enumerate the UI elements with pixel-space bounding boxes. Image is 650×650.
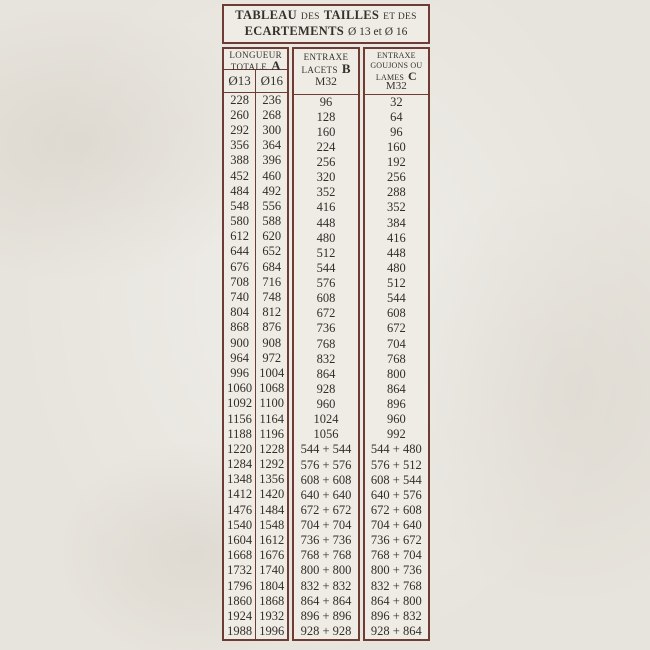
- table-cell: 1612: [259, 533, 285, 548]
- title-line-2: [224, 24, 428, 39]
- table-cell: 928 + 864: [370, 623, 422, 638]
- table-cell: 1540: [227, 517, 253, 532]
- column-b-size: M32: [315, 76, 337, 88]
- table-cell: 1484: [259, 502, 285, 517]
- table-cell: 448: [386, 245, 406, 260]
- table-cell: 576: [316, 276, 336, 291]
- table-cell: 32: [390, 94, 403, 109]
- table-cell: 352: [316, 185, 336, 200]
- table-cell: 96: [319, 94, 333, 109]
- table-cell: 1412: [227, 487, 253, 502]
- table-cell: 868: [230, 320, 249, 335]
- table-cell: 160: [316, 124, 336, 139]
- title-word-tailles: TAILLES: [323, 8, 380, 22]
- table-cell: 1860: [227, 593, 253, 608]
- table-cell: 556: [262, 198, 282, 213]
- table-cell: 800 + 736: [370, 563, 422, 578]
- table-cell: 1292: [259, 457, 285, 472]
- title-word-des: DES: [300, 12, 320, 22]
- table-cell: 452: [230, 168, 249, 183]
- table-cell: 1284: [227, 457, 253, 472]
- table-cell: 812: [262, 305, 282, 320]
- table-cell: 448: [316, 215, 336, 230]
- title-word-et-des: ET DES: [383, 12, 417, 22]
- subcolumn-d16-header: Ø16: [255, 70, 287, 92]
- table-cell: 588: [262, 214, 282, 229]
- table-cell: 260: [230, 107, 249, 122]
- table-cell: 512: [316, 245, 336, 260]
- table-cell: 1668: [227, 548, 253, 563]
- table-cell: 384: [386, 215, 406, 230]
- column-a-label-line2: TOTALE: [230, 61, 268, 72]
- table-cell: 996: [230, 365, 249, 380]
- table-cell: 1732: [227, 563, 253, 578]
- subcolumn-d13-cells: [224, 93, 255, 640]
- column-a-data: [224, 93, 287, 640]
- table-cell: 672: [386, 321, 406, 336]
- table-cell: 928: [316, 381, 336, 396]
- table-cell: 896 + 832: [370, 608, 422, 623]
- table-cell: 1548: [259, 517, 285, 532]
- table-cell: 672 + 672: [300, 502, 352, 517]
- title-diameters: Ø 13 et Ø 16: [347, 26, 408, 38]
- table-cell: 908: [262, 335, 282, 350]
- table-cell: 64: [390, 109, 403, 124]
- table-cell: 544 + 544: [300, 442, 352, 457]
- table-cell: 544: [316, 260, 336, 275]
- table-cell: 612: [230, 229, 249, 244]
- column-lace-spacing: [292, 47, 359, 641]
- table-cell: 832: [316, 351, 336, 366]
- table-cell: 608 + 544: [370, 472, 422, 487]
- subcolumn-d13-header: Ø13: [228, 72, 251, 88]
- table-cell: 1068: [259, 381, 285, 396]
- table-cell: 704 + 640: [370, 518, 422, 533]
- title-word-tableau: TABLEAU: [235, 8, 297, 22]
- table-cell: 580: [230, 214, 249, 229]
- table-cell: 864: [386, 381, 406, 396]
- table-cell: 768: [316, 336, 336, 351]
- table-cell: 492: [262, 183, 282, 198]
- table-cell: 544 + 480: [370, 442, 422, 457]
- title-word-ecartements: ECARTEMENTS: [244, 24, 344, 38]
- table-cell: 1420: [259, 487, 285, 502]
- title-line-1: [224, 8, 428, 24]
- column-a-header: [224, 49, 287, 73]
- table-cell: 768: [386, 351, 406, 366]
- table-cell: 224: [316, 139, 336, 154]
- table-cell: 416: [316, 200, 336, 215]
- table-cell: 1220: [227, 441, 253, 456]
- table-cell: 1228: [259, 441, 285, 456]
- table-cell: 484: [230, 183, 249, 198]
- table-columns: [222, 47, 430, 641]
- table-cell: 864: [316, 366, 336, 381]
- column-c-label-line1: ENTRAXE: [376, 51, 416, 60]
- table-cell: 576 + 576: [300, 457, 352, 472]
- table-cell: 716: [262, 274, 282, 289]
- column-c-label-line3: LAMES: [375, 72, 405, 82]
- table-cell: 1156: [227, 411, 252, 426]
- table-cell: 352: [386, 200, 406, 215]
- table-cell: 608: [316, 291, 336, 306]
- table-cell: 1740: [259, 563, 285, 578]
- table-cell: 928 + 928: [300, 623, 352, 638]
- column-c-size: M32: [385, 80, 407, 93]
- table-cell: 640 + 640: [300, 487, 352, 502]
- table-cell: 364: [262, 138, 282, 153]
- table-cell: 1796: [227, 578, 253, 593]
- table-cell: 268: [262, 107, 282, 122]
- subcolumn-d16-cells: [255, 93, 287, 640]
- table-cell: 608 + 608: [300, 472, 352, 487]
- table-cell: 96: [390, 124, 403, 139]
- table-cell: 832 + 832: [300, 578, 352, 593]
- table-cell: 804: [230, 305, 249, 320]
- table-cell: 192: [386, 155, 406, 170]
- table-cell: 896 + 896: [300, 608, 352, 623]
- table-cell: 480: [316, 230, 336, 245]
- table-cell: 676: [230, 259, 249, 274]
- table-cell: 300: [262, 122, 282, 137]
- table-cell: 256: [316, 155, 336, 170]
- size-spacing-table: [222, 4, 430, 641]
- table-cell: 864 + 864: [300, 593, 352, 608]
- table-title: [222, 4, 430, 44]
- column-c-label-line2: GOUJONS OU: [370, 60, 423, 70]
- table-cell: 768 + 768: [300, 548, 352, 563]
- table-cell: 800 + 800: [300, 563, 352, 578]
- table-cell: 652: [262, 244, 282, 259]
- table-cell: 960: [316, 397, 336, 412]
- table-cell: 388: [230, 153, 249, 168]
- table-cell: 228: [230, 92, 249, 107]
- column-c-header: [365, 49, 428, 95]
- table-cell: 1348: [227, 472, 253, 487]
- column-c-cells: [365, 95, 428, 640]
- column-b-cells: [294, 95, 357, 640]
- table-cell: 708: [230, 274, 249, 289]
- table-cell: 704 + 704: [300, 518, 352, 533]
- table-cell: 1676: [259, 548, 285, 563]
- table-cell: 1164: [259, 411, 285, 426]
- column-a-label-line1: LONGUEUR: [229, 50, 283, 60]
- column-b-label-line1: ENTRAXE: [303, 52, 349, 62]
- table-cell: 1060: [227, 381, 253, 396]
- table-cell: 236: [262, 92, 282, 107]
- table-cell: 1604: [227, 533, 253, 548]
- column-a-subheader: [224, 70, 287, 93]
- column-c-letter: C: [408, 68, 417, 83]
- table-cell: 768 + 704: [370, 548, 422, 563]
- table-cell: 640 + 576: [370, 487, 422, 502]
- table-cell: 416: [386, 230, 406, 245]
- table-cell: 684: [262, 259, 282, 274]
- table-cell: 256: [386, 170, 406, 185]
- table-cell: 1056: [313, 427, 339, 442]
- table-cell: 896: [386, 397, 406, 412]
- table-cell: 288: [386, 185, 406, 200]
- table-cell: 1188: [227, 426, 252, 441]
- table-cell: 320: [316, 170, 336, 185]
- table-cell: 736: [316, 321, 336, 336]
- column-b-letter: B: [341, 61, 351, 76]
- table-cell: 832 + 768: [370, 578, 422, 593]
- table-cell: 128: [316, 109, 336, 124]
- table-cell: 736 + 672: [370, 533, 422, 548]
- table-cell: 576 + 512: [370, 457, 422, 472]
- table-cell: 644: [230, 244, 249, 259]
- table-cell: 1988: [227, 624, 253, 639]
- table-cell: 356: [230, 138, 249, 153]
- table-cell: 1092: [227, 396, 253, 411]
- table-cell: 900: [230, 335, 249, 350]
- table-cell: 292: [230, 122, 249, 137]
- column-stud-spacing: [363, 47, 430, 641]
- table-cell: 1996: [259, 624, 285, 639]
- table-cell: 1868: [259, 593, 285, 608]
- table-cell: 972: [262, 350, 282, 365]
- table-cell: 960: [386, 412, 406, 427]
- table-cell: 736 + 736: [300, 533, 352, 548]
- table-cell: 1924: [227, 608, 253, 623]
- table-cell: 748: [262, 290, 282, 305]
- table-cell: 160: [386, 139, 406, 154]
- table-cell: 1932: [259, 608, 285, 623]
- table-cell: 480: [386, 260, 406, 275]
- table-cell: 1004: [259, 365, 285, 380]
- table-cell: 1356: [259, 472, 285, 487]
- table-cell: 1476: [227, 502, 253, 517]
- table-cell: 608: [386, 306, 406, 321]
- table-cell: 864 + 800: [370, 593, 422, 608]
- table-cell: 620: [262, 229, 282, 244]
- table-cell: 876: [262, 320, 282, 335]
- table-cell: 740: [230, 290, 249, 305]
- table-cell: 672 + 608: [370, 502, 422, 517]
- column-a-letter: A: [271, 57, 281, 73]
- table-cell: 512: [386, 276, 406, 291]
- column-b-label-line2: LACETS: [301, 65, 338, 75]
- table-cell: 1804: [259, 578, 285, 593]
- column-total-length: [222, 47, 289, 641]
- table-cell: 992: [386, 427, 406, 442]
- table-cell: 1100: [259, 396, 285, 411]
- table-cell: 544: [386, 291, 406, 306]
- column-b-header: [294, 49, 357, 95]
- table-cell: 460: [262, 168, 282, 183]
- table-cell: 396: [262, 153, 282, 168]
- table-cell: 1024: [313, 412, 339, 427]
- table-cell: 672: [316, 306, 336, 321]
- table-cell: 548: [230, 198, 249, 213]
- table-cell: 704: [386, 336, 406, 351]
- table-cell: 964: [230, 350, 249, 365]
- table-cell: 800: [386, 366, 406, 381]
- table-cell: 1196: [259, 426, 285, 441]
